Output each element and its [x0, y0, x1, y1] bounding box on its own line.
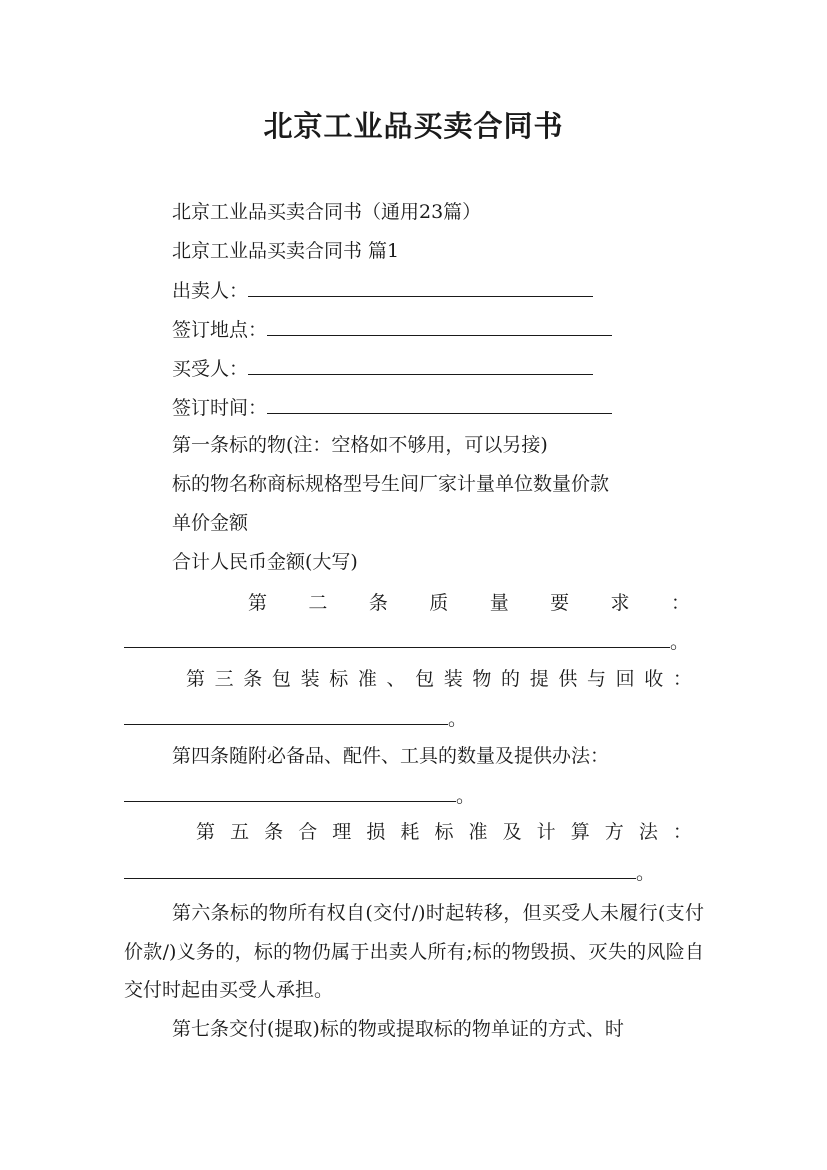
- article-3-char: 回: [615, 668, 635, 690]
- article-3-char: 提: [529, 668, 549, 690]
- article-4-blank-row: [124, 781, 475, 810]
- subtitle: 北京工业品买卖合同书（通用23篇）: [172, 201, 482, 223]
- article-6: 第六条标的物所有权自(交付/)时起转移，但买受人未履行(支付价款/)义务的，标的物仍属于出卖人所有;标的物毁损、灭失的风险自交付时起由买受人承担。: [124, 902, 704, 1002]
- article-3-char: 装: [443, 668, 463, 690]
- article-1-columns: 标的物名称商标规格型号生间厂家计量单位数量价款: [172, 473, 610, 495]
- article-5-char: 算: [570, 821, 590, 843]
- article-2-char: 质: [429, 592, 449, 614]
- article-2-char: 第: [248, 592, 268, 614]
- buyer-row: [172, 354, 593, 383]
- article-3-char: ：: [672, 668, 692, 690]
- article-5-heading: [196, 818, 692, 846]
- article-2-char: 量: [489, 592, 509, 614]
- article-2-char: 二: [308, 592, 328, 614]
- article-3-char: 的: [501, 668, 521, 690]
- article-5-char: 条: [264, 821, 284, 843]
- period: 。: [448, 708, 468, 730]
- article-2-char: 要: [550, 592, 570, 614]
- article-5-char: 标: [434, 821, 454, 843]
- article-3-char: 物: [472, 668, 492, 690]
- article-5-char: 计: [536, 821, 556, 843]
- article-1-total: 合计人民币金额(大写): [172, 551, 358, 573]
- article-3-char: 标: [329, 668, 349, 690]
- article-5-char: 法: [638, 821, 658, 843]
- article-5-blank-row: [124, 858, 655, 887]
- seller-label: 出卖人：: [172, 280, 249, 302]
- article-4-blank: [124, 781, 456, 802]
- article-5-char: 合: [298, 821, 318, 843]
- article-2-char: 求: [610, 592, 630, 614]
- period: 。: [636, 862, 656, 884]
- article-5-char: 及: [502, 821, 522, 843]
- section-heading: 北京工业品买卖合同书 篇1: [172, 240, 400, 262]
- article-1: 第一条标的物(注：空格如不够用，可以另接): [172, 434, 548, 456]
- period: 。: [456, 785, 476, 807]
- article-5-char: ：: [672, 821, 692, 843]
- place-label: 签订地点：: [172, 319, 268, 341]
- article-3-char: 第: [186, 668, 206, 690]
- article-3-char: 装: [300, 668, 320, 690]
- article-3-char: 、: [386, 668, 406, 690]
- time-blank: [267, 393, 612, 414]
- article-2-char: ：: [670, 592, 690, 614]
- article-5-char: 第: [196, 821, 216, 843]
- article-2-blank-row: [124, 627, 689, 656]
- article-3-char: 供: [558, 668, 578, 690]
- seller-row: [172, 276, 593, 305]
- article-5-char: 耗: [400, 821, 420, 843]
- article-3-heading: [186, 665, 692, 693]
- time-label: 签订时间：: [172, 397, 268, 419]
- buyer-blank: [248, 354, 593, 375]
- article-3-char: 包: [271, 668, 291, 690]
- article-5-char: 准: [468, 821, 488, 843]
- period: 。: [670, 631, 690, 653]
- article-5-char: 五: [230, 821, 250, 843]
- article-2-heading: [248, 589, 690, 617]
- article-3-char: 准: [357, 668, 377, 690]
- article-3-char: 与: [586, 668, 606, 690]
- place-blank: [267, 315, 612, 336]
- place-row: [172, 315, 612, 344]
- article-3-char: 包: [415, 668, 435, 690]
- article-3-blank-row: [124, 704, 467, 733]
- article-4-heading: 第四条随附必备品、配件、工具的数量及提供办法：: [172, 745, 610, 767]
- page-title: 北京工业品买卖合同书: [263, 109, 564, 143]
- article-1-columns-2: 单价金额: [172, 512, 249, 534]
- article-5-char: 方: [604, 821, 624, 843]
- article-2-blank: [124, 627, 670, 648]
- article-5-char: 理: [332, 821, 352, 843]
- buyer-label: 买受人：: [172, 358, 249, 380]
- article-7: 第七条交付(提取)标的物或提取标的物单证的方式、时: [172, 1018, 624, 1040]
- article-2-char: 条: [368, 592, 388, 614]
- article-3-blank: [124, 704, 448, 725]
- article-5-char: 损: [366, 821, 386, 843]
- article-3-char: 收: [644, 668, 664, 690]
- seller-blank: [248, 276, 593, 297]
- time-row: [172, 393, 612, 422]
- article-3-char: 三: [214, 668, 234, 690]
- article-5-blank: [124, 858, 636, 879]
- article-3-char: 条: [243, 668, 263, 690]
